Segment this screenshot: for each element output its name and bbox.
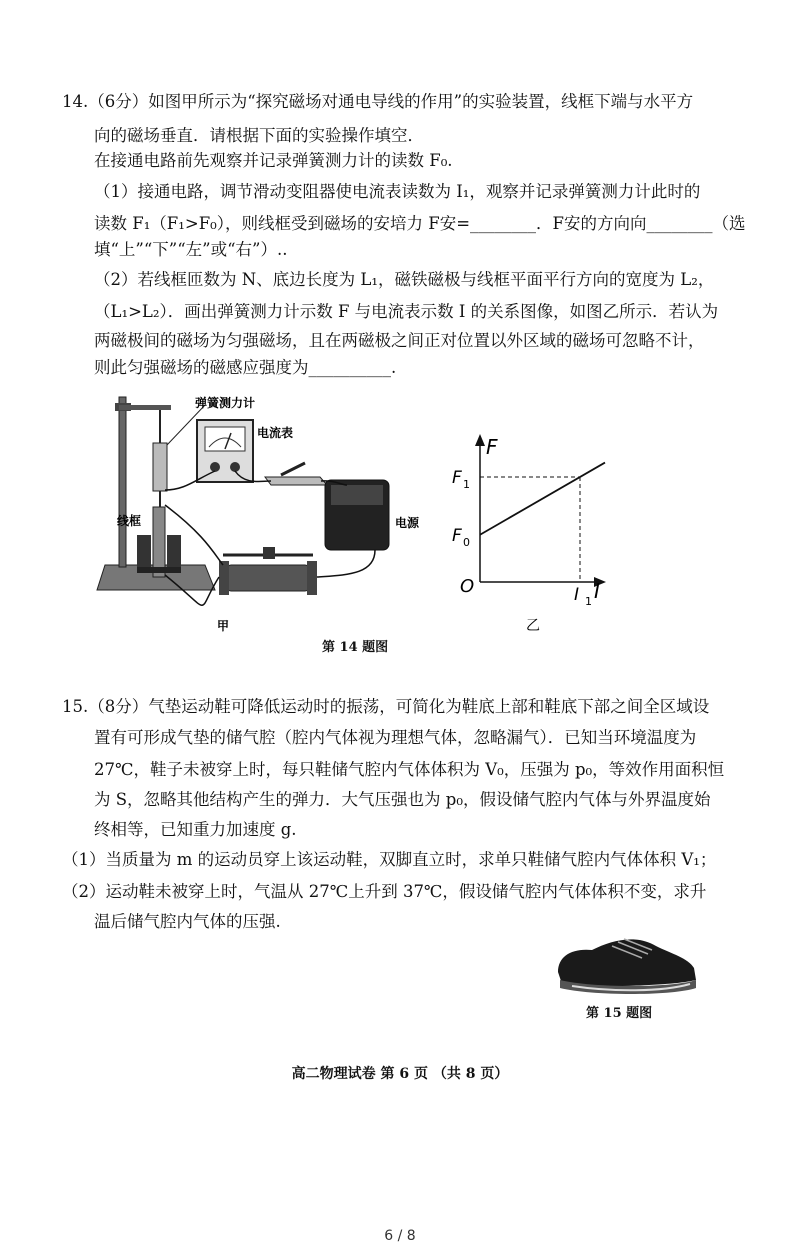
svg-text:0: 0 bbox=[463, 535, 470, 549]
q14-line-9: 两磁极间的磁场为匀强磁场，且在两磁极之间正对位置以外区域的磁场可忽略不计， bbox=[94, 331, 705, 350]
magnet-left bbox=[137, 535, 151, 571]
svg-text:1: 1 bbox=[585, 595, 592, 608]
switch bbox=[265, 477, 327, 485]
q15-line-7: （2）运动鞋未被穿上时，气温从 27℃上升到 37℃，假设储气腔内气体体积不变，求升 bbox=[62, 882, 707, 901]
q14-line-10: 则此匀强磁场的磁感应强度为__________. bbox=[94, 358, 397, 377]
q14-line-4: （1）接通电路，调节滑动变阻器使电流表读数为 I₁，观察并记录弹簧测力计此时的 bbox=[94, 182, 701, 201]
label-spring-scale: 弹簧测力计 bbox=[195, 396, 256, 410]
y-axis-label: F bbox=[486, 435, 498, 459]
spring-scale bbox=[153, 443, 167, 491]
q14-caption: 第 14 题图 bbox=[322, 640, 389, 655]
page-number: 6 / 8 bbox=[384, 1228, 416, 1244]
f-i-graph bbox=[440, 430, 620, 635]
q14-line-2: 向的磁场垂直．请根据下面的实验操作填空． bbox=[94, 126, 424, 145]
y-axis-arrow bbox=[475, 434, 485, 446]
apparatus-figure bbox=[95, 385, 425, 635]
q15-line-4: 为 S，忽略其他结构产生的弹力．大气压强也为 p₀，假设储气腔内气体与外界温度始 bbox=[94, 790, 711, 809]
label-power: 电源 bbox=[395, 516, 420, 530]
x-axis-label: I bbox=[594, 579, 600, 603]
q15-line-1: 15.（8分）气垫运动鞋可降低运动时的振荡，可简化为鞋底上部和鞋底下部之间全区域设 bbox=[62, 697, 710, 716]
q15-line-5: 终相等，已知重力加速度 g. bbox=[94, 820, 297, 839]
q15-line-2: 置有可形成气垫的储气腔（腔内气体视为理想气体，忽略漏气）．已知当环境温度为 bbox=[94, 728, 697, 747]
origin-label: O bbox=[460, 576, 475, 597]
q14-line-1: 14.（6分）如图甲所示为“探究磁场对通电导线的作用”的实验装置，线框下端与水平方 bbox=[62, 92, 694, 111]
label-jia: 甲 bbox=[217, 619, 230, 633]
q15-line-8: 温后储气腔内气体的压强. bbox=[94, 912, 281, 931]
q15-line-3: 27℃，鞋子未被穿上时，每只鞋储气腔内气体体积为 V₀，压强为 p₀，等效作用面积恒 bbox=[94, 760, 725, 779]
q14-line-7: （2）若线框匝数为 N、底边长度为 L₁，磁铁磁极与线框平面平行方向的宽度为 L₂， bbox=[94, 270, 715, 289]
svg-text:F: F bbox=[452, 525, 462, 546]
page-footer: 高二物理试卷 第 6 页 （共 8 页） bbox=[291, 1066, 509, 1082]
rheostat bbox=[227, 565, 309, 591]
svg-text:F: F bbox=[452, 468, 462, 488]
q14-line-6: 填“上”“下”“左”或“右”）.. bbox=[94, 240, 288, 259]
q15-caption: 第 15 题图 bbox=[586, 1006, 653, 1021]
label-frame: 线框 bbox=[117, 514, 142, 528]
q14-line-8: （L₁>L₂）．画出弹簧测力计示数 F 与电流表示数 I 的关系图像，如图乙所示．若认为 bbox=[94, 302, 719, 321]
f1-tick-label bbox=[452, 468, 470, 491]
coil-frame bbox=[153, 507, 165, 577]
label-ammeter: 电流表 bbox=[257, 426, 294, 440]
label-yi: 乙 bbox=[526, 618, 540, 634]
svg-text:1: 1 bbox=[463, 478, 470, 491]
magnet-right bbox=[167, 535, 181, 571]
series-line bbox=[480, 463, 605, 535]
i1-tick-label bbox=[574, 585, 592, 608]
q14-line-3: 在接通电路前先观察并记录弹簧测力计的读数 F₀. bbox=[94, 151, 453, 170]
stand-rod bbox=[119, 397, 126, 567]
svg-text:I: I bbox=[574, 585, 580, 605]
air-cushion-shoe-figure bbox=[552, 928, 702, 998]
f0-tick-label bbox=[452, 526, 470, 549]
q14-line-5: 读数 F₁（F₁>F₀），则线框受到磁场的安培力 F安=________．F安的方向向________（选 bbox=[94, 214, 746, 233]
q15-line-6: （1）当质量为 m 的运动员穿上该运动鞋，双脚直立时，求单只鞋储气腔内气体体积 V₁； bbox=[62, 850, 717, 869]
